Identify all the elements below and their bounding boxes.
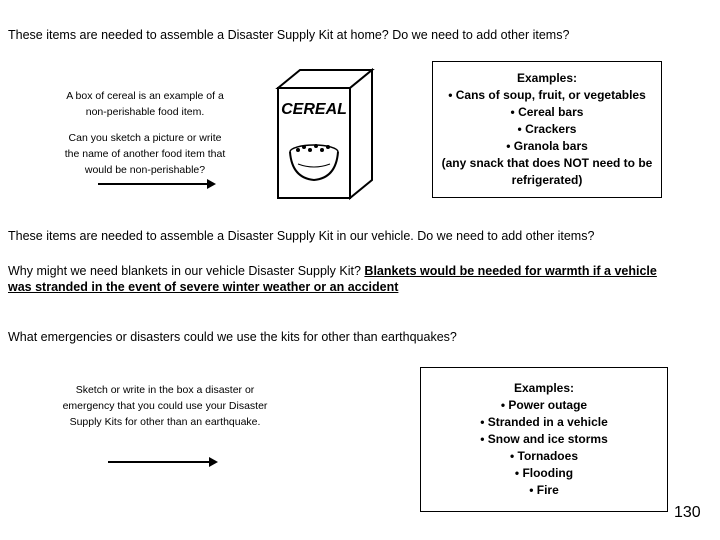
home-example-item: • Cans of soup, fruit, or vegetables — [448, 88, 646, 102]
vehicle-heading: These items are needed to assemble a Disaster Supply Kit in our vehicle. Do we need to add other items? — [8, 229, 595, 243]
home-example-item: • Crackers — [517, 122, 577, 136]
home-heading: These items are needed to assemble a Disaster Supply Kit at home? Do we need to add other items? — [8, 28, 570, 42]
home-examples-box — [432, 61, 662, 198]
blankets-question: Why might we need blankets in our vehicle Disaster Supply Kit? Blankets would be needed for warmth if a vehicle — [8, 264, 657, 278]
arrow-right-icon — [98, 183, 214, 185]
home-example-note: refrigerated) — [511, 173, 583, 187]
page-number: 130 — [674, 504, 701, 521]
other-heading: What emergencies or disasters could we use the kits for other than earthquakes? — [8, 330, 457, 344]
blankets-answer-line1: Blankets would be needed for warmth if a vehicle — [364, 264, 657, 278]
other-example-item: • Fire — [529, 483, 559, 497]
cereal-box-image — [272, 66, 376, 202]
home-example-item: • Granola bars — [506, 139, 588, 153]
other-example-item: • Flooding — [514, 466, 574, 480]
other-example-item: • Power outage — [500, 398, 588, 412]
home-example-note: (any snack that does NOT need to be — [441, 156, 653, 170]
other-examples-box — [420, 367, 668, 512]
cereal-caption: A box of cereal is an example of a non-perishable food item. — [66, 90, 224, 118]
cereal-box-label: CEREAL — [281, 101, 347, 118]
home-example-item: • Cereal bars — [510, 105, 584, 119]
other-example-item: • Snow and ice storms — [480, 432, 608, 446]
other-examples-title: Examples: — [513, 381, 575, 395]
blankets-answer-line2: was stranded in the event of severe winter weather or an accident — [8, 280, 399, 294]
arrow-right-icon — [108, 461, 216, 463]
other-example-item: • Tornadoes — [510, 449, 578, 463]
home-examples-title: Examples: — [516, 71, 578, 85]
food-sketch-prompt: Can you sketch a picture or write the name of another food item that would be non-perishable? — [64, 132, 226, 176]
disaster-sketch-prompt: Sketch or write in the box a disaster or emergency that you could use your Disaster Supply Kits for other than an earthquake. — [62, 384, 268, 428]
other-example-item: • Stranded in a vehicle — [480, 415, 608, 429]
